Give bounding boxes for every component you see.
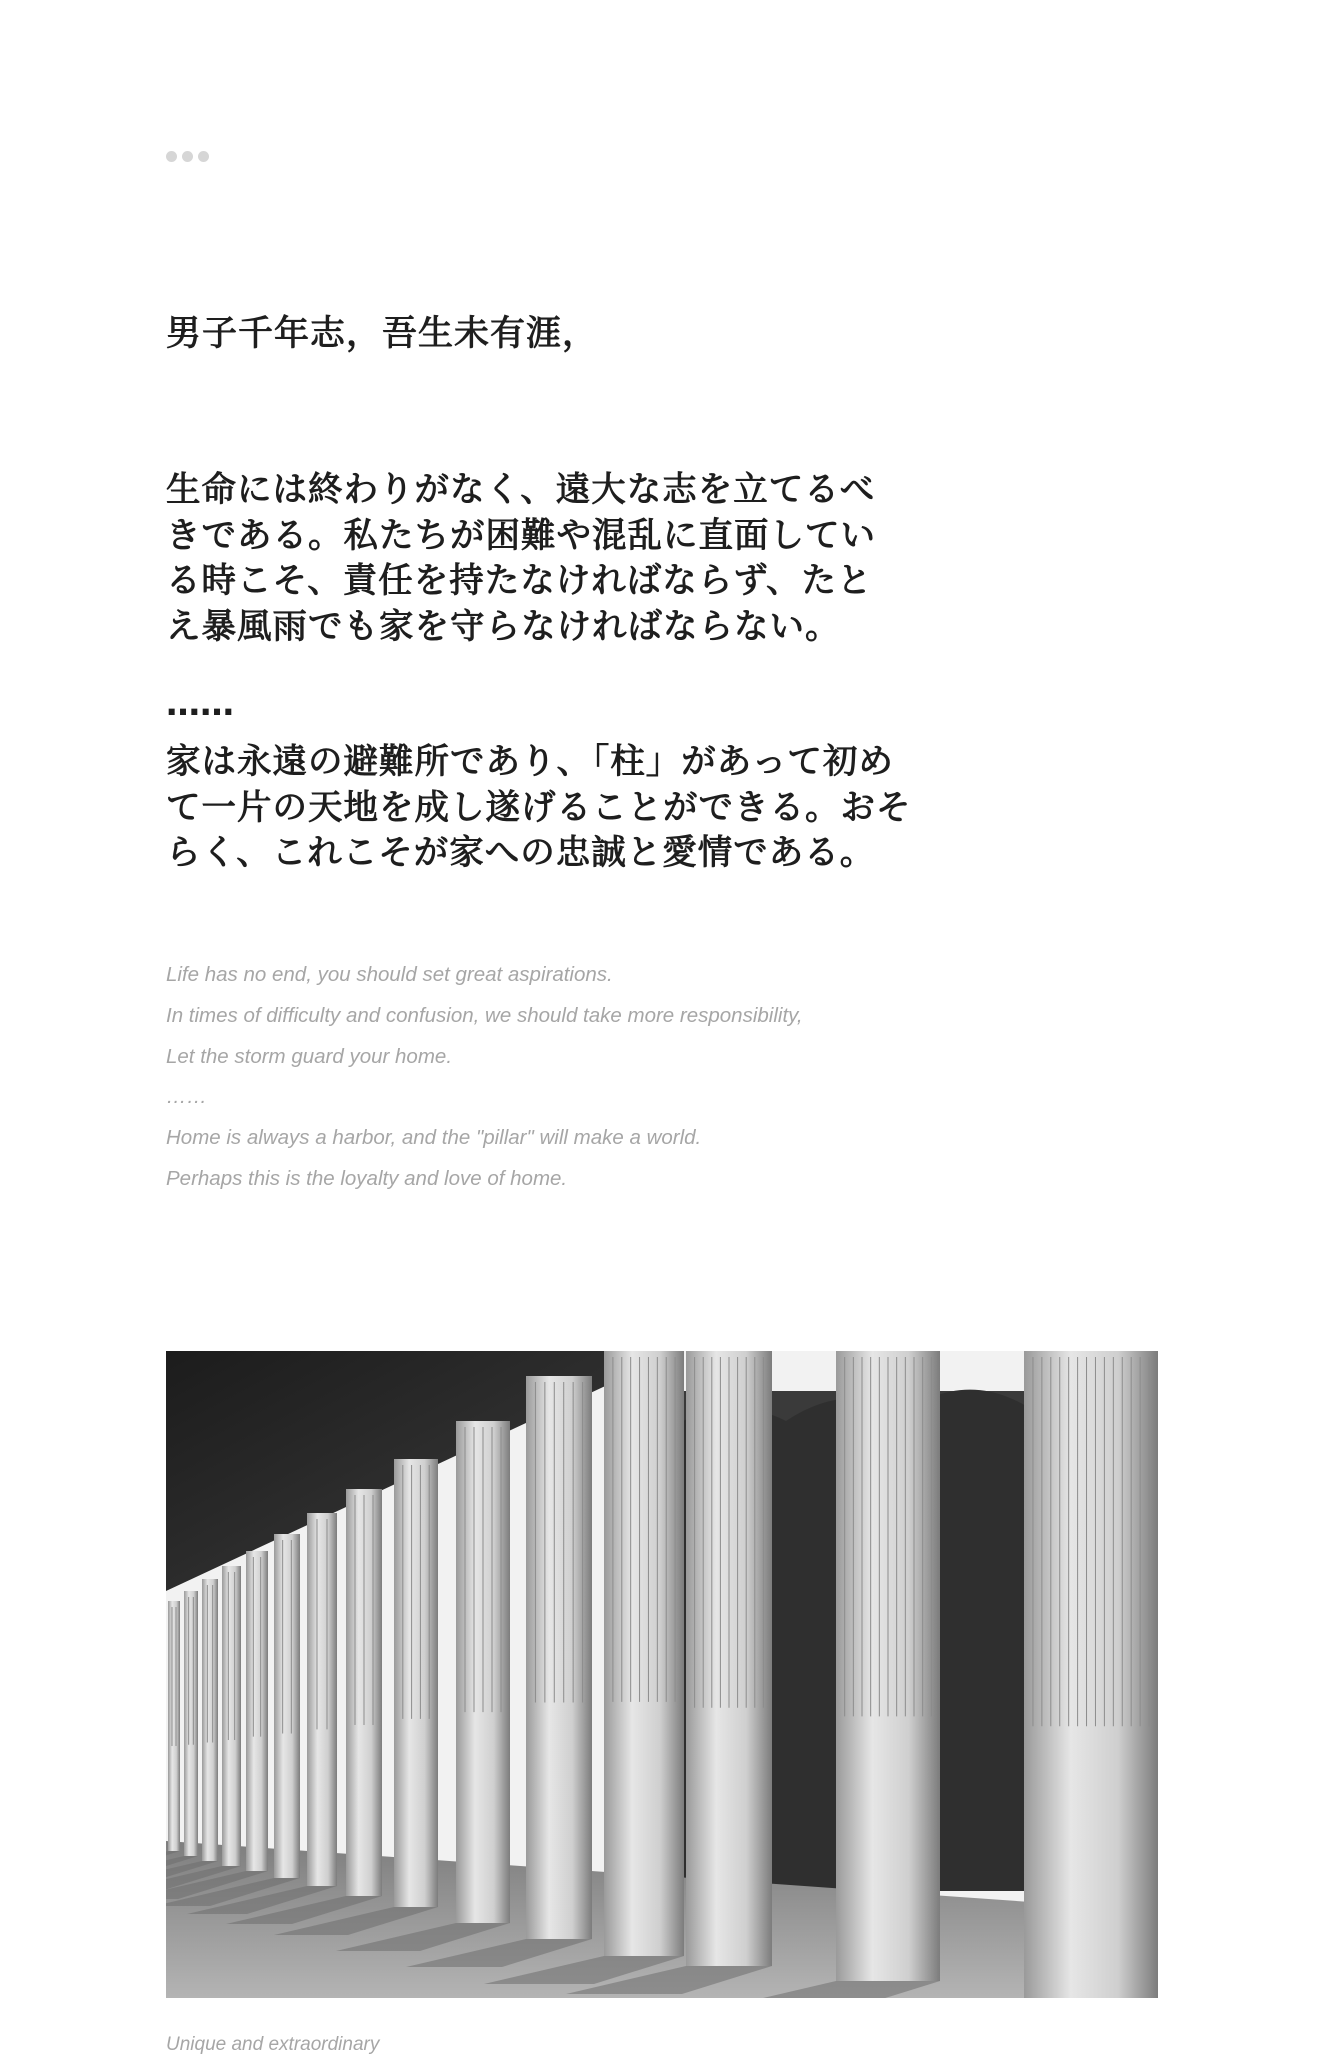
more-options-icon[interactable]: [166, 151, 209, 162]
jp-line: らく、これこそが家への忠誠と愛情である。: [166, 833, 876, 873]
dot: [198, 151, 209, 162]
column: [604, 1351, 684, 1956]
colonnade-photo: [166, 1351, 1158, 1998]
dot: [182, 151, 193, 162]
dot: [166, 151, 177, 162]
jp-line: て一片の天地を成し遂げることができる。おそ: [166, 787, 912, 828]
english-translation: [166, 955, 803, 1200]
en-line: In times of difficulty and confusion, we should take more responsibility,: [166, 1003, 803, 1027]
column: [222, 1566, 241, 1866]
en-line: Perhaps this is the loyalty and love of home.: [166, 1166, 568, 1190]
column: [394, 1459, 438, 1907]
jp-line: え暴風雨でも家を守らなければならない。: [166, 606, 841, 647]
en-line: ……: [166, 1085, 207, 1109]
column: [307, 1513, 337, 1886]
jp-line: る時こそ、責任を持たなければならず、たと: [166, 561, 873, 601]
en-line: Home is always a harbor, and the "pillar" will make a world.: [166, 1126, 702, 1150]
jp-line: 生命には終わりがなく、遠大な志を立てるべ: [166, 470, 876, 510]
jp-line: 家は永遠の避難所であり、「柱」があって初め: [166, 742, 894, 782]
column: [274, 1534, 300, 1878]
column: [1024, 1351, 1158, 1998]
caption: Unique and extraordinary: [166, 2034, 380, 2055]
en-line: Let the storm guard your home.: [166, 1044, 453, 1068]
column: [168, 1601, 180, 1851]
japanese-paragraph-2: [166, 740, 1046, 877]
japanese-paragraph-1: [166, 468, 1046, 650]
en-line: Life has no end, you should set great aspirations.: [166, 963, 613, 986]
column: [202, 1579, 218, 1861]
column: [184, 1591, 198, 1856]
chinese-heading: 男子千年志，吾生未有涯，: [166, 314, 599, 354]
jp-line: きである。私たちが困難や混乱に直面してい: [166, 515, 876, 556]
japanese-ellipsis: ……: [166, 684, 234, 724]
column: [246, 1551, 268, 1871]
